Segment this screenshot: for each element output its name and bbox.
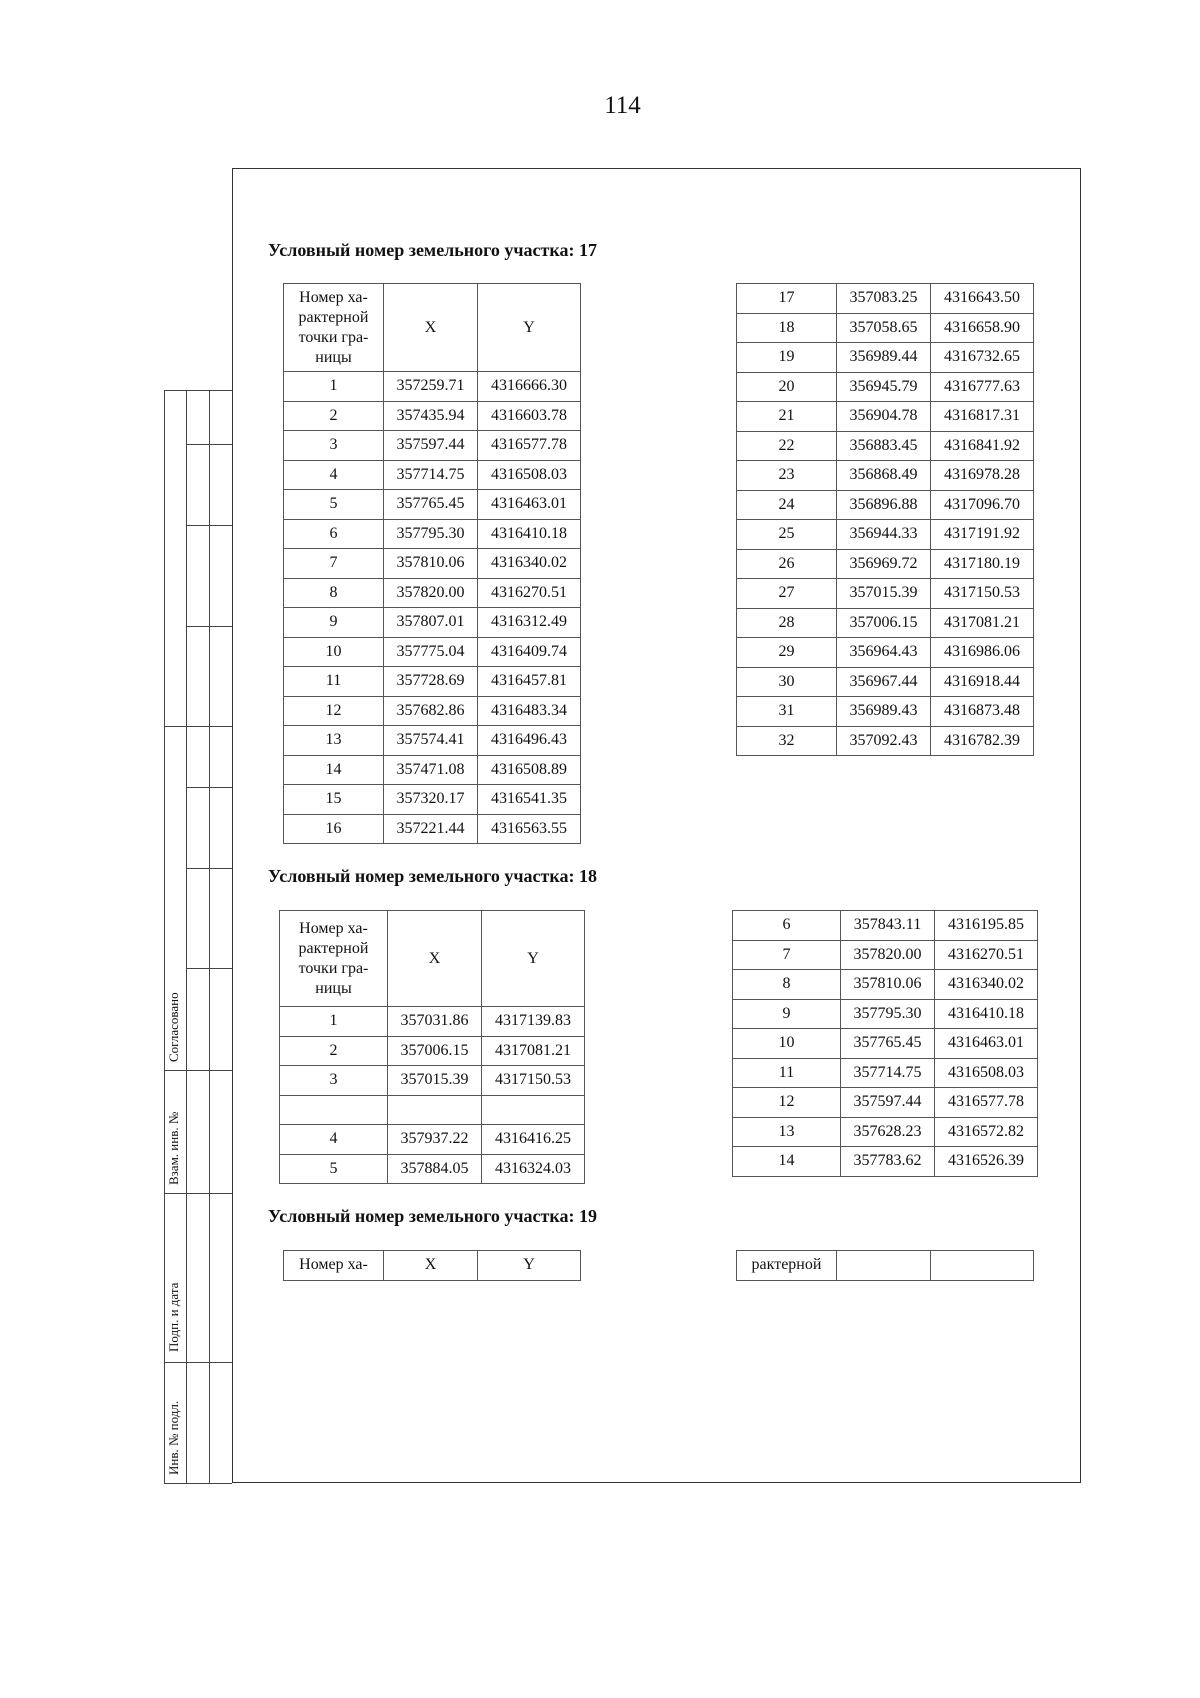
cell-x: 356967.44 [837, 667, 931, 697]
table-row [284, 785, 581, 815]
coords-table-17-left [283, 283, 581, 844]
table-row [284, 431, 581, 461]
cell-point-number: 17 [737, 284, 837, 314]
cell-point-number: 12 [284, 696, 384, 726]
cell-point-number: 6 [284, 519, 384, 549]
table-row [737, 490, 1034, 520]
cell-x: 357820.00 [384, 578, 478, 608]
table-row [284, 637, 581, 667]
cell-point-number: 7 [733, 940, 841, 970]
table-row [280, 1036, 585, 1066]
stamp-line [186, 968, 232, 969]
cell-x: 357884.05 [388, 1154, 482, 1184]
stamp-line [186, 787, 232, 788]
table-row [284, 401, 581, 431]
cell-point-number: рактерной [737, 1251, 837, 1281]
cell-y: 4317096.70 [931, 490, 1034, 520]
cell-y: 4316496.43 [478, 726, 581, 756]
cell-y: 4316483.34 [478, 696, 581, 726]
cell-point-number: 9 [284, 608, 384, 638]
cell-y: 4317081.21 [931, 608, 1034, 638]
cell-y [482, 1095, 585, 1125]
cell-point-number: 26 [737, 549, 837, 579]
table-row [280, 1154, 585, 1184]
cell-y: 4316563.55 [478, 814, 581, 844]
table-row [284, 608, 581, 638]
cell-point-number: 4 [284, 460, 384, 490]
table-row [280, 1095, 585, 1125]
cell-point-number: 21 [737, 402, 837, 432]
cell-x: 356868.49 [837, 461, 931, 491]
cell-point-number: 6 [733, 911, 841, 941]
cell-point-number: 7 [284, 549, 384, 579]
table-row [737, 549, 1034, 579]
table-row [733, 940, 1038, 970]
cell-point-number: 4 [280, 1125, 388, 1155]
cell-point-number: 22 [737, 431, 837, 461]
stamp-line [186, 626, 232, 627]
table-row [284, 726, 581, 756]
cell-x: 357471.08 [384, 755, 478, 785]
cell-y: 4316195.85 [935, 911, 1038, 941]
cell-x: 356969.72 [837, 549, 931, 579]
cell-point-number: 29 [737, 638, 837, 668]
cell-y [931, 1251, 1034, 1281]
stamp-line [186, 868, 232, 869]
cell-y: 4316409.74 [478, 637, 581, 667]
table-row [733, 999, 1038, 1029]
cell-point-number: 5 [284, 490, 384, 520]
table-row [733, 1147, 1038, 1177]
cell-y: 4316270.51 [935, 940, 1038, 970]
cell-point-number: 2 [284, 401, 384, 431]
table-row [280, 1066, 585, 1096]
table-row [280, 1007, 585, 1037]
cell-x: 356945.79 [837, 372, 931, 402]
header-y: Y [478, 1251, 581, 1281]
header-x: X [384, 284, 478, 372]
stamp-line [164, 1483, 232, 1484]
stamp-label-inv: Инв. № подл. [166, 1400, 181, 1475]
stamp-label-agreed: Согласовано [166, 992, 181, 1062]
cell-x: 357807.01 [384, 608, 478, 638]
table-row [284, 490, 581, 520]
table-row [280, 1125, 585, 1155]
cell-x: 357435.94 [384, 401, 478, 431]
cell-y: 4316841.92 [931, 431, 1034, 461]
cell-point-number: 27 [737, 579, 837, 609]
table-row [737, 579, 1034, 609]
cell-point-number: 10 [284, 637, 384, 667]
cell-y: 4316782.39 [931, 726, 1034, 756]
cell-y: 4316340.02 [478, 549, 581, 579]
cell-x: 357221.44 [384, 814, 478, 844]
cell-x: 357006.15 [837, 608, 931, 638]
cell-x: 357574.41 [384, 726, 478, 756]
cell-point-number: 28 [737, 608, 837, 638]
table-row [284, 519, 581, 549]
coords-table-18-right [732, 910, 1038, 1177]
cell-y: 4316817.31 [931, 402, 1034, 432]
cell-y: 4316978.28 [931, 461, 1034, 491]
cell-point-number [280, 1095, 388, 1125]
cell-y: 4316643.50 [931, 284, 1034, 314]
cell-y: 4316508.03 [935, 1058, 1038, 1088]
table-row [737, 726, 1034, 756]
header-y: Y [482, 911, 585, 1007]
cell-y: 4317180.19 [931, 549, 1034, 579]
cell-y: 4316873.48 [931, 697, 1034, 727]
cell-y: 4316577.78 [935, 1088, 1038, 1118]
cell-x: 356989.44 [837, 343, 931, 373]
cell-x: 357820.00 [841, 940, 935, 970]
cell-y: 4316918.44 [931, 667, 1034, 697]
cell-y: 4316270.51 [478, 578, 581, 608]
cell-point-number: 31 [737, 697, 837, 727]
table-row [284, 460, 581, 490]
cell-y: 4316416.25 [482, 1125, 585, 1155]
cell-y: 4316410.18 [935, 999, 1038, 1029]
cell-x: 357682.86 [384, 696, 478, 726]
table-row [737, 372, 1034, 402]
table-row [737, 431, 1034, 461]
stamp-line [164, 726, 232, 727]
table-row [737, 461, 1034, 491]
cell-x: 357795.30 [841, 999, 935, 1029]
cell-x: 357628.23 [841, 1117, 935, 1147]
section-title-19: Условный номер земельного участка: 19 [268, 1206, 597, 1226]
table-row [737, 520, 1034, 550]
cell-y: 4316986.06 [931, 638, 1034, 668]
cell-point-number: 18 [737, 313, 837, 343]
cell-x: 356896.88 [837, 490, 931, 520]
stamp-line [164, 1070, 232, 1071]
cell-point-number: 20 [737, 372, 837, 402]
table-row [733, 1088, 1038, 1118]
cell-y: 4316666.30 [478, 372, 581, 402]
cell-x: 357714.75 [841, 1058, 935, 1088]
cell-x: 357031.86 [388, 1007, 482, 1037]
stamp-line [164, 1362, 232, 1363]
coords-table-17-right [736, 283, 1034, 756]
cell-x: 357092.43 [837, 726, 931, 756]
cell-x [388, 1095, 482, 1125]
table-row [284, 755, 581, 785]
table-row [284, 372, 581, 402]
cell-point-number: 8 [733, 970, 841, 1000]
cell-y: 4316463.01 [935, 1029, 1038, 1059]
table-row [737, 343, 1034, 373]
cell-x: 357714.75 [384, 460, 478, 490]
stamp-label-podp: Подп. и дата [166, 1282, 181, 1352]
cell-point-number: 13 [284, 726, 384, 756]
cell-x: 357795.30 [384, 519, 478, 549]
cell-point-number: 3 [280, 1066, 388, 1096]
cell-x: 356904.78 [837, 402, 931, 432]
cell-point-number: 9 [733, 999, 841, 1029]
cell-y: 4317081.21 [482, 1036, 585, 1066]
cell-y: 4317191.92 [931, 520, 1034, 550]
stamp-line [209, 1070, 210, 1483]
table-row [733, 1058, 1038, 1088]
cell-x: 357775.04 [384, 637, 478, 667]
cell-x: 357320.17 [384, 785, 478, 815]
cell-point-number: 5 [280, 1154, 388, 1184]
cell-point-number: 13 [733, 1117, 841, 1147]
coords-table-18-left [279, 910, 585, 1184]
table-row [733, 1117, 1038, 1147]
section-title-18: Условный номер земельного участка: 18 [268, 866, 597, 886]
cell-x: 357765.45 [841, 1029, 935, 1059]
header-y: Y [478, 284, 581, 372]
cell-point-number: 8 [284, 578, 384, 608]
table-header-row [284, 284, 581, 372]
cell-x: 357810.06 [841, 970, 935, 1000]
header-x: X [388, 911, 482, 1007]
cell-point-number: 15 [284, 785, 384, 815]
cell-x: 357765.45 [384, 490, 478, 520]
header-point-number: Номер ха- рактерной точки гра- ницы [284, 284, 384, 372]
cell-y: 4316410.18 [478, 519, 581, 549]
stamp-line [186, 444, 232, 445]
cell-point-number: 1 [284, 372, 384, 402]
table-row [733, 911, 1038, 941]
table-row [737, 667, 1034, 697]
cell-x: 357937.22 [388, 1125, 482, 1155]
header-point-number: Номер ха- [284, 1251, 384, 1281]
cell-x: 357783.62 [841, 1147, 935, 1177]
stamp-line [164, 390, 232, 391]
table-row [737, 697, 1034, 727]
stamp-line [186, 1070, 187, 1483]
cell-x: 356989.43 [837, 697, 931, 727]
cell-x: 357597.44 [841, 1088, 935, 1118]
cell-y: 4316777.63 [931, 372, 1034, 402]
cell-y: 4316577.78 [478, 431, 581, 461]
cell-x: 357259.71 [384, 372, 478, 402]
cell-point-number: 14 [733, 1147, 841, 1177]
header-point-number: Номер ха- рактерной точки гра- ницы [280, 911, 388, 1007]
cell-point-number: 32 [737, 726, 837, 756]
cell-x: 356944.33 [837, 520, 931, 550]
table-row [737, 313, 1034, 343]
cell-y: 4316463.01 [478, 490, 581, 520]
table-header-row [284, 1251, 581, 1281]
table-row [284, 696, 581, 726]
cell-point-number: 14 [284, 755, 384, 785]
cell-point-number: 2 [280, 1036, 388, 1066]
stamp-line [164, 390, 165, 1483]
cell-y: 4316508.03 [478, 460, 581, 490]
stamp-line [164, 1193, 232, 1194]
cell-x: 357728.69 [384, 667, 478, 697]
cell-x: 356883.45 [837, 431, 931, 461]
cell-point-number: 1 [280, 1007, 388, 1037]
cell-y: 4316572.82 [935, 1117, 1038, 1147]
cell-y: 4316312.49 [478, 608, 581, 638]
cell-point-number: 11 [284, 667, 384, 697]
cell-y: 4316526.39 [935, 1147, 1038, 1177]
cell-x: 357810.06 [384, 549, 478, 579]
cell-point-number: 25 [737, 520, 837, 550]
cell-x: 356964.43 [837, 638, 931, 668]
cell-y: 4316732.65 [931, 343, 1034, 373]
cell-point-number: 23 [737, 461, 837, 491]
cell-point-number: 3 [284, 431, 384, 461]
header-x: X [384, 1251, 478, 1281]
cell-x: 357015.39 [388, 1066, 482, 1096]
cell-x: 357083.25 [837, 284, 931, 314]
cell-x: 357015.39 [837, 579, 931, 609]
cell-y: 4316457.81 [478, 667, 581, 697]
cell-point-number: 10 [733, 1029, 841, 1059]
coords-table-19-right [736, 1250, 1034, 1281]
page-number: 114 [604, 92, 641, 119]
cell-point-number: 12 [733, 1088, 841, 1118]
table-row [284, 667, 581, 697]
table-row [737, 402, 1034, 432]
cell-x: 357006.15 [388, 1036, 482, 1066]
table-row [733, 970, 1038, 1000]
cell-point-number: 11 [733, 1058, 841, 1088]
table-row [733, 1029, 1038, 1059]
cell-point-number: 30 [737, 667, 837, 697]
table-row [737, 1251, 1034, 1281]
table-row [284, 814, 581, 844]
cell-y: 4316324.03 [482, 1154, 585, 1184]
cell-point-number: 16 [284, 814, 384, 844]
table-header-row [280, 911, 585, 1007]
table-row [284, 578, 581, 608]
table-row [284, 549, 581, 579]
side-stamp [164, 390, 232, 1483]
cell-y: 4316508.89 [478, 755, 581, 785]
stamp-line [186, 525, 232, 526]
cell-x: 357843.11 [841, 911, 935, 941]
coords-table-19-left [283, 1250, 581, 1281]
cell-y: 4317150.53 [482, 1066, 585, 1096]
table-row [737, 608, 1034, 638]
cell-y: 4316340.02 [935, 970, 1038, 1000]
cell-y: 4316541.35 [478, 785, 581, 815]
cell-x: 357597.44 [384, 431, 478, 461]
cell-y: 4316658.90 [931, 313, 1034, 343]
cell-y: 4317139.83 [482, 1007, 585, 1037]
stamp-label-vzam: Взам. инв. № [166, 1111, 181, 1185]
cell-y: 4316603.78 [478, 401, 581, 431]
section-title-17: Условный номер земельного участка: 17 [268, 240, 597, 260]
cell-point-number: 19 [737, 343, 837, 373]
cell-y: 4317150.53 [931, 579, 1034, 609]
cell-x: 357058.65 [837, 313, 931, 343]
cell-point-number: 24 [737, 490, 837, 520]
cell-x [837, 1251, 931, 1281]
table-row [737, 284, 1034, 314]
table-row [737, 638, 1034, 668]
